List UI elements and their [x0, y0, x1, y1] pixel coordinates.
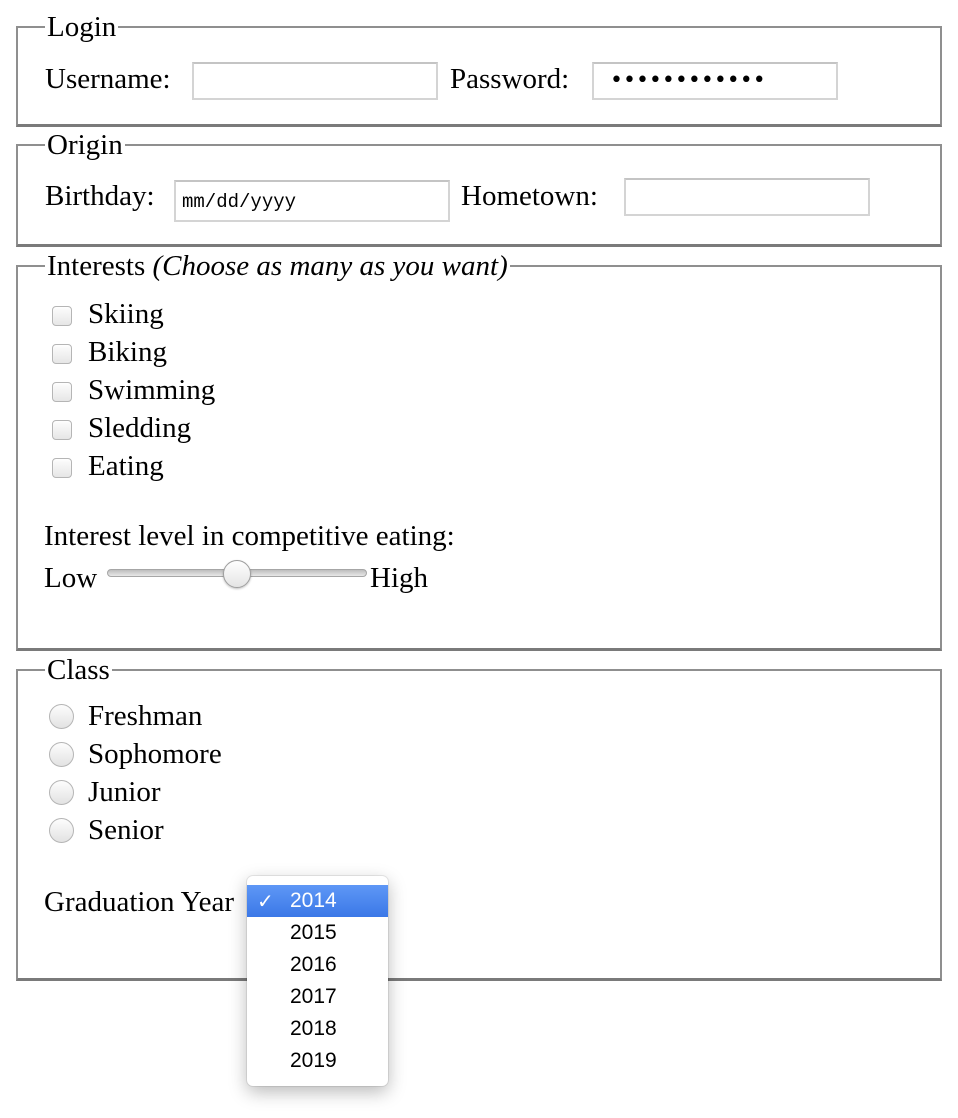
- dropdown-option-label: 2016: [290, 953, 337, 976]
- checkbox-label-eating: Eating: [88, 450, 164, 482]
- radio-label-sophomore: Sophomore: [88, 738, 222, 770]
- radio-sophomore[interactable]: [49, 742, 74, 767]
- dropdown-option-label: 2014: [290, 889, 337, 912]
- birthday-field[interactable]: [174, 180, 450, 222]
- radio-junior[interactable]: [49, 780, 74, 805]
- dropdown-option-label: 2015: [290, 921, 337, 944]
- radio-freshman[interactable]: [49, 704, 74, 729]
- username-field[interactable]: [192, 62, 438, 100]
- slider-high-label: High: [370, 562, 428, 594]
- radio-label-freshman: Freshman: [88, 700, 203, 732]
- origin-legend: Origin: [47, 129, 123, 161]
- birthday-placeholder: mm/dd/yyyy: [182, 191, 297, 213]
- radio-senior[interactable]: [49, 818, 74, 843]
- dropdown-option-label: 2017: [290, 985, 337, 1008]
- checkbox-label-swimming: Swimming: [88, 374, 216, 406]
- checkbox-skiing[interactable]: [52, 306, 72, 326]
- checkbox-label-sledding: Sledding: [88, 412, 192, 444]
- password-field[interactable]: [592, 62, 838, 100]
- checkmark-icon: ✓: [257, 889, 274, 913]
- dropdown-option-2019[interactable]: [247, 1045, 388, 1077]
- radio-label-senior: Senior: [88, 814, 164, 846]
- hometown-field[interactable]: [624, 178, 870, 216]
- radio-label-junior: Junior: [88, 776, 161, 808]
- slider-label: Interest level in competitive eating:: [44, 520, 455, 552]
- interests-legend-note: (Choose as many as you want): [152, 250, 508, 282]
- password-masked-value: ••••••••••••: [610, 68, 766, 93]
- hometown-label: Hometown:: [461, 180, 598, 212]
- checkbox-eating[interactable]: [52, 458, 72, 478]
- checkbox-label-skiing: Skiing: [88, 298, 164, 330]
- dropdown-option-2016[interactable]: [247, 949, 388, 981]
- login-legend: Login: [47, 11, 117, 43]
- dropdown-option-2015[interactable]: [247, 917, 388, 949]
- username-label: Username:: [45, 63, 171, 95]
- dropdown-option-2018[interactable]: [247, 1013, 388, 1045]
- checkbox-biking[interactable]: [52, 344, 72, 364]
- dropdown-option-label: 2018: [290, 1017, 337, 1040]
- dropdown-option-2017[interactable]: [247, 981, 388, 1013]
- dropdown-option-2014[interactable]: [247, 885, 388, 917]
- slider-low-label: Low: [44, 562, 98, 594]
- slider-thumb[interactable]: [223, 560, 251, 588]
- checkbox-swimming[interactable]: [52, 382, 72, 402]
- birthday-label: Birthday:: [45, 180, 155, 212]
- interests-legend: [45, 251, 510, 281]
- interests-legend-title: Interests: [47, 250, 146, 282]
- checkbox-sledding[interactable]: [52, 420, 72, 440]
- graduation-year-label: Graduation Year: [44, 886, 235, 918]
- dropdown-option-label: 2019: [290, 1049, 337, 1072]
- checkbox-label-biking: Biking: [88, 336, 167, 368]
- graduation-year-dropdown[interactable]: [247, 876, 388, 1086]
- password-label: Password:: [450, 63, 570, 95]
- class-legend: Class: [47, 654, 110, 686]
